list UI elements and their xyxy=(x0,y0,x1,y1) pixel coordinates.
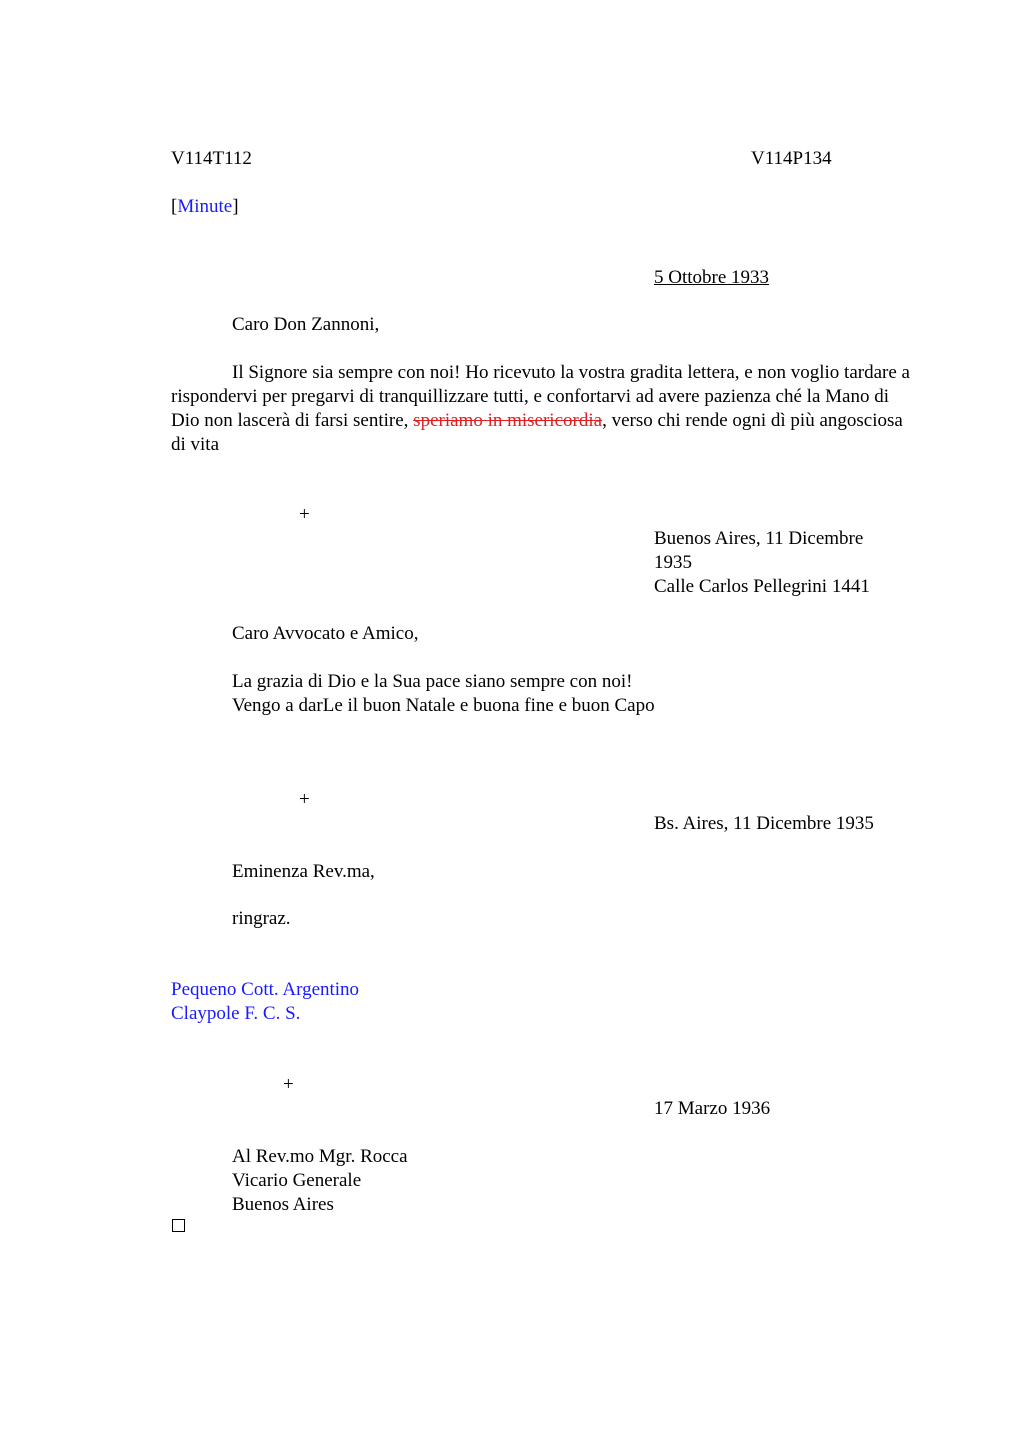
letter2-body xyxy=(232,670,655,718)
document-code-left: V114T112 xyxy=(171,148,252,169)
letter3-body: ringraz. xyxy=(232,908,291,929)
institution-location: Claypole F. C. S. xyxy=(171,1003,301,1024)
letter3-salutation: Eminenza Rev.ma, xyxy=(232,861,375,882)
letter4-date: 17 Marzo 1936 xyxy=(654,1098,771,1119)
checkbox-square-icon xyxy=(172,1219,185,1232)
letter1-struck-text: speriamo in misericordia xyxy=(413,410,603,431)
letter4-recipient-line2: Vicario Generale xyxy=(232,1170,362,1191)
institution-name: Pequeno Cott. Argentino xyxy=(171,979,360,1000)
letter1-body-part2: , verso chi rende ogni dì più angosciosa di vita xyxy=(171,410,903,455)
letter2-salutation: Caro Avvocato e Amico, xyxy=(232,623,419,644)
document-type-label xyxy=(171,195,239,219)
bracket-open: [ xyxy=(171,196,178,217)
letter2-place-date-line2: 1935 xyxy=(654,552,692,573)
letter4-recipient xyxy=(232,1145,408,1217)
letter2-cross-mark: + xyxy=(299,504,310,525)
document-code-right: V114P134 xyxy=(751,148,832,169)
letter1-body xyxy=(171,361,911,457)
letter4-cross-mark: + xyxy=(283,1074,294,1095)
letter2-place-date-line1: Buenos Aires, 11 Dicembre xyxy=(654,528,864,549)
letter4-recipient-line3: Buenos Aires xyxy=(232,1194,334,1215)
letter1-body-part1: Il Signore sia sempre con noi! Ho ricevuto la vostra gradita lettera, e non voglio tardare a rispondervi per pregarvi di tranquillizzare tutti, e confortarvi ad avere pazienza ché la Mano di Dio non lascerà di farsi sentire, xyxy=(171,362,910,431)
institution-block xyxy=(171,978,359,1026)
letter2-body-line1: La grazia di Dio e la Sua pace siano sempre con noi! xyxy=(232,671,633,692)
letter1-salutation: Caro Don Zannoni, xyxy=(232,314,380,335)
letter4-recipient-line1: Al Rev.mo Mgr. Rocca xyxy=(232,1146,408,1167)
letter3-place-date: Bs. Aires, 11 Dicembre 1935 xyxy=(654,813,874,834)
bracket-close: ] xyxy=(232,196,239,217)
letter2-body-line2: Vengo a darLe il buon Natale e buona fine e buon Capo xyxy=(232,695,655,716)
letter1-date: 5 Ottobre 1933 xyxy=(654,267,770,288)
letter3-cross-mark: + xyxy=(299,789,310,810)
letter2-address: Calle Carlos Pellegrini 1441 xyxy=(654,576,870,597)
letter2-place-date xyxy=(654,527,870,599)
minute-label: Minute xyxy=(177,196,233,217)
